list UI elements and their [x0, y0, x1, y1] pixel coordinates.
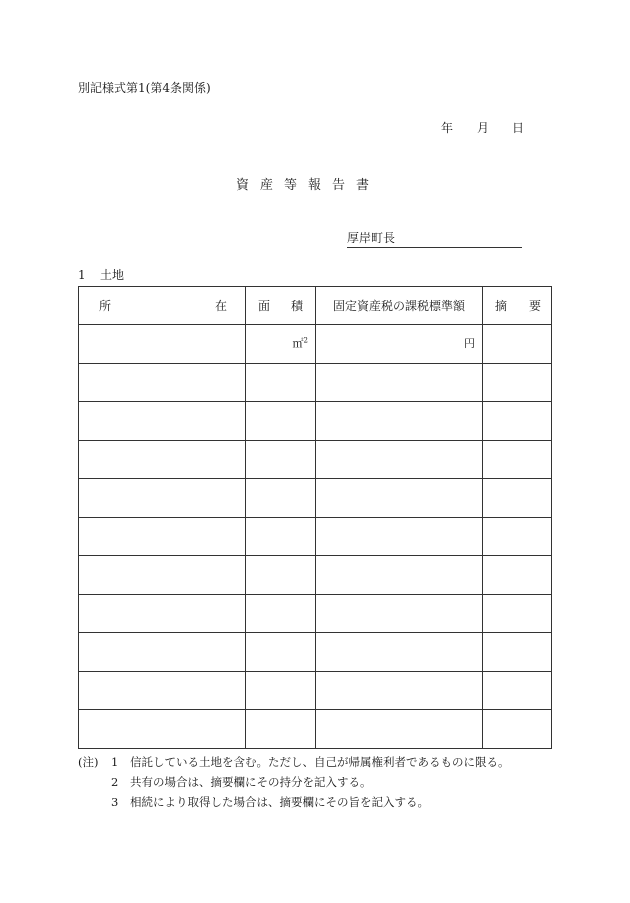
- remarks-cell[interactable]: [483, 594, 552, 633]
- date-month-label: 月: [477, 121, 490, 135]
- area-cell[interactable]: [246, 594, 316, 633]
- tax-base-cell[interactable]: [316, 633, 483, 672]
- remarks-cell[interactable]: [483, 517, 552, 556]
- tax-base-cell[interactable]: [316, 479, 483, 518]
- tax-base-cell[interactable]: [316, 517, 483, 556]
- area-cell[interactable]: [246, 556, 316, 595]
- area-cell[interactable]: [246, 440, 316, 479]
- section-heading: [78, 266, 124, 283]
- location-cell[interactable]: [79, 479, 246, 518]
- area-cell[interactable]: [246, 479, 316, 518]
- remarks-cell[interactable]: [483, 440, 552, 479]
- tax-base-cell[interactable]: [316, 325, 483, 364]
- area-cell[interactable]: [246, 517, 316, 556]
- area-unit: ㎡$^2$: [292, 336, 308, 350]
- table-row: [79, 479, 552, 518]
- tax-base-cell[interactable]: [316, 402, 483, 441]
- land-table: [78, 286, 552, 749]
- table-row: [79, 517, 552, 556]
- note-text: 信託している土地を含む。ただし、自己が帰属権利者であるものに限る。: [130, 755, 510, 769]
- note-item: 3 相続により取得した場合は、摘要欄にその旨を記入する。: [78, 792, 510, 812]
- date-year-label: 年: [441, 121, 454, 135]
- location-cell[interactable]: [79, 710, 246, 749]
- tax-base-cell[interactable]: [316, 440, 483, 479]
- location-cell[interactable]: [79, 594, 246, 633]
- table-row: [79, 440, 552, 479]
- location-cell[interactable]: [79, 402, 246, 441]
- notes-label: (注): [78, 755, 99, 769]
- header-area: 面 積: [246, 287, 316, 325]
- notes: [78, 752, 510, 812]
- table-row: [79, 402, 552, 441]
- area-cell[interactable]: [246, 710, 316, 749]
- location-cell[interactable]: [79, 517, 246, 556]
- location-cell[interactable]: [79, 556, 246, 595]
- table-row: [79, 363, 552, 402]
- area-cell[interactable]: [246, 325, 316, 364]
- location-cell[interactable]: [79, 671, 246, 710]
- section-number: 1: [78, 268, 86, 282]
- area-cell[interactable]: [246, 671, 316, 710]
- area-cell[interactable]: [246, 633, 316, 672]
- location-cell[interactable]: [79, 440, 246, 479]
- note-item: 2 共有の場合は、摘要欄にその持分を記入する。: [78, 772, 510, 792]
- table-row: [79, 710, 552, 749]
- location-cell[interactable]: [79, 363, 246, 402]
- remarks-cell[interactable]: [483, 556, 552, 595]
- table-row: [79, 671, 552, 710]
- remarks-cell[interactable]: [483, 710, 552, 749]
- tax-base-cell[interactable]: [316, 363, 483, 402]
- header-tax-base: 固定資産税の課税標準額: [316, 287, 483, 325]
- table-row: [79, 325, 552, 364]
- tax-base-cell[interactable]: [316, 556, 483, 595]
- date-day-label: 日: [512, 121, 525, 135]
- table-header-row: [79, 287, 552, 325]
- header-remarks: 摘 要: [483, 287, 552, 325]
- form-label: 別記様式第1(第4条関係): [78, 81, 211, 95]
- area-cell[interactable]: [246, 363, 316, 402]
- remarks-cell[interactable]: [483, 671, 552, 710]
- location-cell[interactable]: [79, 633, 246, 672]
- section-name: 土地: [100, 268, 125, 282]
- remarks-cell[interactable]: [483, 633, 552, 672]
- remarks-cell[interactable]: [483, 363, 552, 402]
- note-item: (注) 1 信託している土地を含む。ただし、自己が帰属権利者であるものに限る。: [78, 752, 510, 772]
- table-row: [79, 633, 552, 672]
- tax-base-cell[interactable]: [316, 710, 483, 749]
- remarks-cell[interactable]: [483, 402, 552, 441]
- table-row: [79, 594, 552, 633]
- header-location: 所 在: [79, 287, 246, 325]
- location-cell[interactable]: [79, 325, 246, 364]
- page-title: 資産等報告書: [236, 178, 381, 193]
- note-text: 相続により取得した場合は、摘要欄にその旨を記入する。: [130, 795, 429, 809]
- note-text: 共有の場合は、摘要欄にその持分を記入する。: [130, 775, 372, 789]
- area-cell[interactable]: [246, 402, 316, 441]
- remarks-cell[interactable]: [483, 325, 552, 364]
- table-row: [79, 556, 552, 595]
- tax-base-unit: 円: [464, 337, 475, 350]
- tax-base-cell[interactable]: [316, 671, 483, 710]
- tax-base-cell[interactable]: [316, 594, 483, 633]
- addressee: 厚岸町長: [347, 229, 522, 248]
- remarks-cell[interactable]: [483, 479, 552, 518]
